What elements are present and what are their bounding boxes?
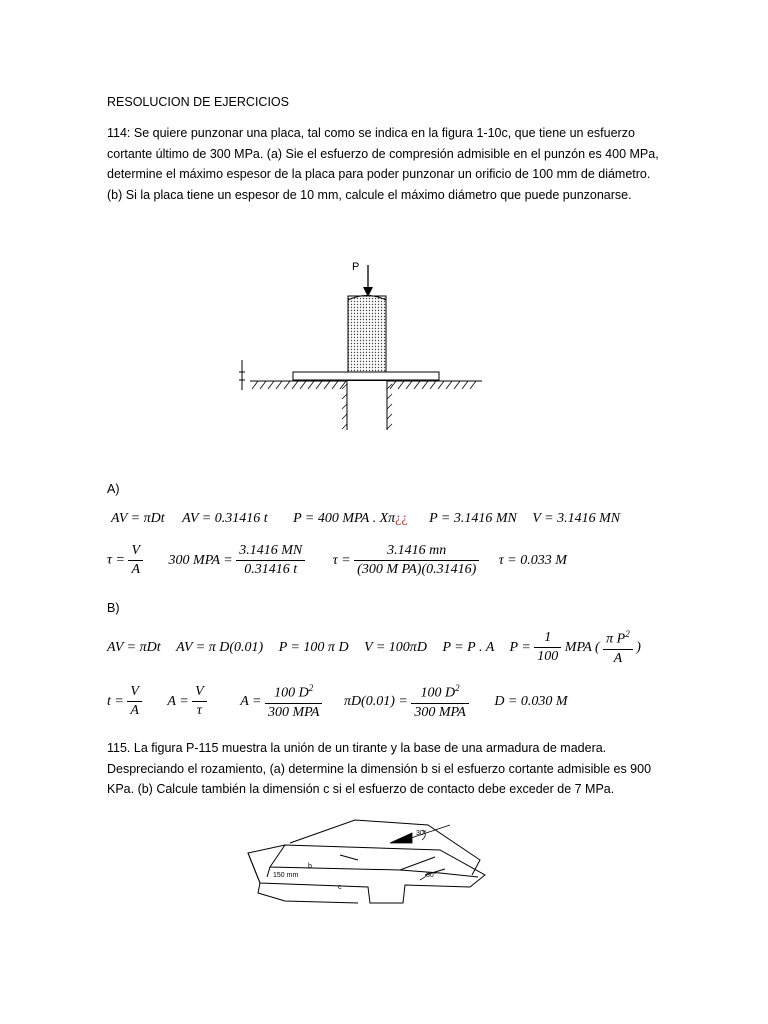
tau-lhs: τ =: [107, 552, 125, 568]
dimension-b-label: b: [308, 863, 312, 870]
fraction-numerator: [265, 684, 322, 704]
fraction-numerator: 3.1416 MN: [236, 544, 305, 561]
problem-114-line: (b) Si la placa tiene un espesor de 10 mm, calcule el máximo diámetro que puede punzonarse.: [107, 187, 632, 202]
problem-114-line: determine el máximo espesor de la placa para poder punzonar un orificio de 100 mm de diámetro.: [107, 167, 651, 181]
fraction-numerator: V: [128, 544, 143, 561]
part-b-eq: AV = π D(0.01): [176, 640, 264, 656]
problem-115-line: KPa. (b) Calcule también la dimensión c si el esfuerzo de contacto debe exceder de 7 MPa.: [107, 782, 615, 796]
a2-eq-lhs: A =: [240, 694, 262, 710]
dimension-c-label: c: [338, 884, 342, 891]
part-b-label: B): [107, 601, 120, 615]
width-label: 150 mm: [273, 872, 299, 879]
p-eq-lhs: P =: [509, 640, 531, 656]
force-arrow-head: [390, 833, 412, 843]
stress-fraction: [236, 544, 305, 577]
fraction-denominator: 0.31416 t: [244, 562, 298, 577]
fraction-denominator: 300 MPA: [267, 704, 320, 720]
fraction-denominator: (300 M PA)(0.31416): [357, 562, 477, 577]
a2-fraction: [265, 684, 322, 720]
truss-joint-figure: [240, 815, 510, 920]
part-a-eq: V = 3.1416 MN: [532, 511, 621, 526]
fraction-denominator: A: [130, 703, 139, 719]
problem-115-text: [107, 738, 677, 800]
problem-114-text: [107, 123, 667, 205]
part-a-label: A): [107, 482, 120, 496]
t-fraction: [127, 685, 142, 718]
plate: [293, 372, 439, 380]
tau-eq-lhs: τ =: [332, 552, 351, 568]
a-fraction: [192, 685, 207, 718]
p-eq-mid: MPA (: [564, 640, 600, 656]
pi-numerator: 100 D: [420, 685, 456, 701]
truss-outline: [248, 820, 485, 903]
part-b-row-2: [107, 684, 568, 720]
part-a-result: τ = 0.033 M: [498, 552, 567, 568]
part-a-eq: P = 3.1416 MN: [429, 511, 517, 526]
superscript: 2: [625, 629, 630, 639]
fraction-numerator: V: [127, 685, 142, 702]
fraction-denominator: 100: [537, 649, 559, 665]
part-a-encoding-glyphs: ¿¿: [395, 511, 408, 526]
problem-115-line: Despreciando el rozamiento, (a) determine la dimensión b si el esfuerzo cortante admisible es 900: [107, 761, 652, 776]
tau-fraction: [128, 544, 143, 577]
superscript: 2: [455, 683, 460, 693]
a2-numerator: 100 D: [274, 685, 309, 701]
fraction-numerator: [603, 630, 633, 650]
fraction-denominator: A: [613, 650, 623, 666]
fraction-numerator: 1: [534, 631, 561, 648]
fraction-denominator: 300 MPA: [414, 704, 466, 720]
p-fraction: [534, 631, 561, 664]
angle-label-bottom: 30°: [426, 872, 437, 879]
problem-114-line: 114: Se quiere punzonar una placa, tal como se indica en la figura 1-10c, que tiene un esfuerzo: [107, 126, 635, 140]
part-b-eq: P = P . A: [442, 640, 495, 656]
punch-figure: [230, 255, 490, 435]
p-inner-numerator: π P: [606, 631, 626, 647]
stress-eq-lhs: 300 MPA =: [168, 552, 233, 568]
t-eq-lhs: t =: [107, 694, 124, 710]
part-a-row-2: [107, 544, 567, 577]
punch-body: [348, 296, 386, 372]
pi-eq-lhs: πD(0.01) =: [343, 694, 408, 710]
document-heading: RESOLUCION DE EJERCICIOS: [107, 95, 289, 109]
fraction-numerator: [411, 684, 468, 704]
superscript: 2: [308, 683, 314, 693]
problem-114-line: cortante último de 300 MPa. (a) Sie el esfuerzo de compresión admisible en el punzón es 400 MPa,: [107, 146, 659, 161]
part-a-row-1: [111, 512, 620, 526]
fraction-denominator: A: [131, 562, 141, 577]
part-b-eq: P = 100 π D: [278, 640, 349, 656]
part-b-eq: V = 100πD: [364, 640, 427, 656]
angle-label-top: 30°: [416, 830, 427, 837]
a-eq-lhs: A =: [167, 694, 189, 710]
fraction-numerator: V: [192, 685, 207, 702]
part-a-eq: AV = πDt: [111, 511, 165, 526]
p-eq-close: ): [636, 640, 641, 656]
problem-115-line: 115. La figura P-115 muestra la unión de un tirante y la base de una armadura de madera.: [107, 741, 607, 755]
part-b-row-1: [107, 630, 641, 666]
force-label: P: [352, 261, 360, 273]
fraction-numerator: 3.1416 mn: [354, 544, 479, 561]
part-b-eq: AV = πDt: [107, 640, 161, 656]
tau-value-fraction: [354, 544, 479, 577]
pi-fraction: [411, 684, 468, 720]
fraction-denominator: τ: [196, 703, 202, 719]
part-a-eq: P = 400 MPA . Xπ: [293, 511, 396, 526]
thickness-dimension: [239, 360, 245, 390]
p-inner-fraction: [603, 630, 633, 666]
part-b-result: D = 0.030 M: [494, 694, 568, 710]
part-a-eq: AV = 0.31416 t: [182, 511, 268, 526]
